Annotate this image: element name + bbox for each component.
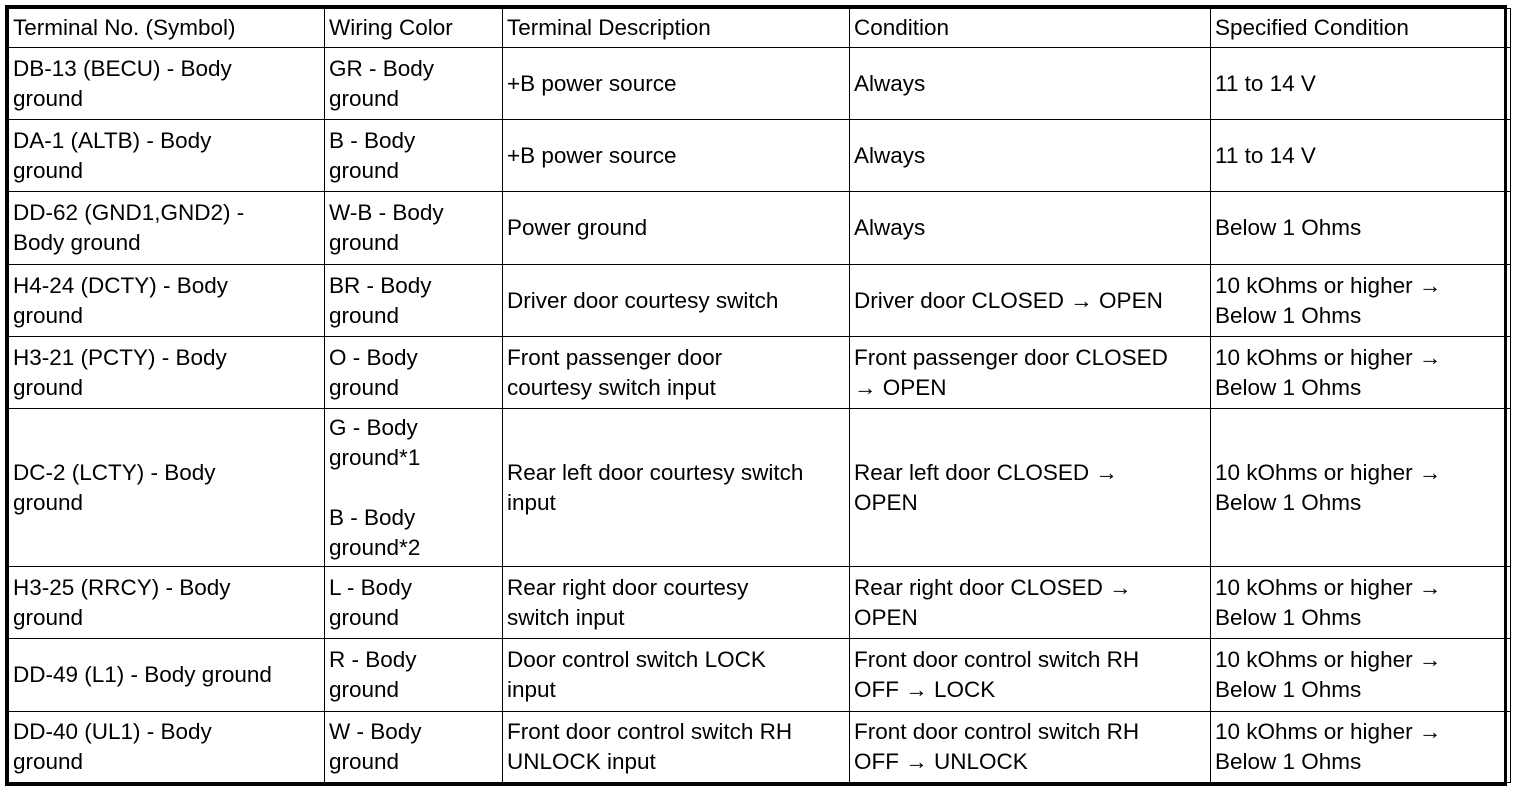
wiring-color-cell: O - Body ground bbox=[325, 337, 503, 409]
table-row bbox=[9, 337, 1511, 409]
table-row bbox=[9, 712, 1511, 783]
terminal-spec-table bbox=[8, 8, 1511, 783]
wiring-color-cell: BR - Body ground bbox=[325, 265, 503, 337]
column-header-specified-condition: Specified Condition bbox=[1211, 9, 1511, 48]
terminal-description-cell: Door control switch LOCK input bbox=[503, 639, 850, 712]
terminal-spec-document bbox=[5, 5, 1507, 786]
terminal-cell: DA-1 (ALTB) - Body ground bbox=[9, 120, 325, 192]
condition-cell: Driver door CLOSED → OPEN bbox=[850, 265, 1211, 337]
terminal-cell: H4-24 (DCTY) - Body ground bbox=[9, 265, 325, 337]
terminal-description-cell: +B power source bbox=[503, 48, 850, 120]
condition-cell: Rear left door CLOSED → OPEN bbox=[850, 409, 1211, 567]
specified-condition-cell: 10 kOhms or higher → Below 1 Ohms bbox=[1211, 409, 1511, 567]
specified-condition-cell: 10 kOhms or higher → Below 1 Ohms bbox=[1211, 337, 1511, 409]
wiring-color-cell: GR - Body ground bbox=[325, 48, 503, 120]
terminal-description-cell: Rear left door courtesy switch input bbox=[503, 409, 850, 567]
terminal-description-cell: Front passenger door courtesy switch input bbox=[503, 337, 850, 409]
condition-cell: Rear right door CLOSED → OPEN bbox=[850, 567, 1211, 639]
column-header-terminal-description: Terminal Description bbox=[503, 9, 850, 48]
table-row bbox=[9, 639, 1511, 712]
terminal-cell: H3-25 (RRCY) - Body ground bbox=[9, 567, 325, 639]
terminal-description-cell: Driver door courtesy switch bbox=[503, 265, 850, 337]
terminal-description-cell: Front door control switch RH UNLOCK input bbox=[503, 712, 850, 783]
column-header-terminal: Terminal No. (Symbol) bbox=[9, 9, 325, 48]
table-row bbox=[9, 265, 1511, 337]
terminal-cell: DD-62 (GND1,GND2) - Body ground bbox=[9, 192, 325, 265]
table-row bbox=[9, 120, 1511, 192]
specified-condition-cell: 10 kOhms or higher → Below 1 Ohms bbox=[1211, 712, 1511, 783]
condition-cell: Front door control switch RH OFF → UNLOCK bbox=[850, 712, 1211, 783]
column-header-wiring-color: Wiring Color bbox=[325, 9, 503, 48]
wiring-color-cell: B - Body ground bbox=[325, 120, 503, 192]
specified-condition-cell: 10 kOhms or higher → Below 1 Ohms bbox=[1211, 567, 1511, 639]
condition-cell: Always bbox=[850, 192, 1211, 265]
wiring-color-cell: W - Body ground bbox=[325, 712, 503, 783]
terminal-cell: DD-40 (UL1) - Body ground bbox=[9, 712, 325, 783]
condition-cell: Always bbox=[850, 120, 1211, 192]
terminal-cell: H3-21 (PCTY) - Body ground bbox=[9, 337, 325, 409]
terminal-description-cell: Rear right door courtesy switch input bbox=[503, 567, 850, 639]
table-row bbox=[9, 48, 1511, 120]
table-row bbox=[9, 192, 1511, 265]
table-row bbox=[9, 567, 1511, 639]
specified-condition-cell: 10 kOhms or higher → Below 1 Ohms bbox=[1211, 639, 1511, 712]
specified-condition-cell: Below 1 Ohms bbox=[1211, 192, 1511, 265]
specified-condition-cell: 10 kOhms or higher → Below 1 Ohms bbox=[1211, 265, 1511, 337]
condition-cell: Front passenger door CLOSED → OPEN bbox=[850, 337, 1211, 409]
specified-condition-cell: 11 to 14 V bbox=[1211, 120, 1511, 192]
specified-condition-cell: 11 to 14 V bbox=[1211, 48, 1511, 120]
condition-cell: Always bbox=[850, 48, 1211, 120]
wiring-color-cell: R - Body ground bbox=[325, 639, 503, 712]
terminal-cell: DD-49 (L1) - Body ground bbox=[9, 639, 325, 712]
wiring-color-cell: G - Body ground*1 B - Body ground*2 bbox=[325, 409, 503, 567]
terminal-cell: DC-2 (LCTY) - Body ground bbox=[9, 409, 325, 567]
column-header-condition: Condition bbox=[850, 9, 1211, 48]
wiring-color-cell: L - Body ground bbox=[325, 567, 503, 639]
terminal-description-cell: Power ground bbox=[503, 192, 850, 265]
table-row bbox=[9, 409, 1511, 567]
table-header-row bbox=[9, 9, 1511, 48]
wiring-color-cell: W-B - Body ground bbox=[325, 192, 503, 265]
terminal-description-cell: +B power source bbox=[503, 120, 850, 192]
terminal-cell: DB-13 (BECU) - Body ground bbox=[9, 48, 325, 120]
condition-cell: Front door control switch RH OFF → LOCK bbox=[850, 639, 1211, 712]
